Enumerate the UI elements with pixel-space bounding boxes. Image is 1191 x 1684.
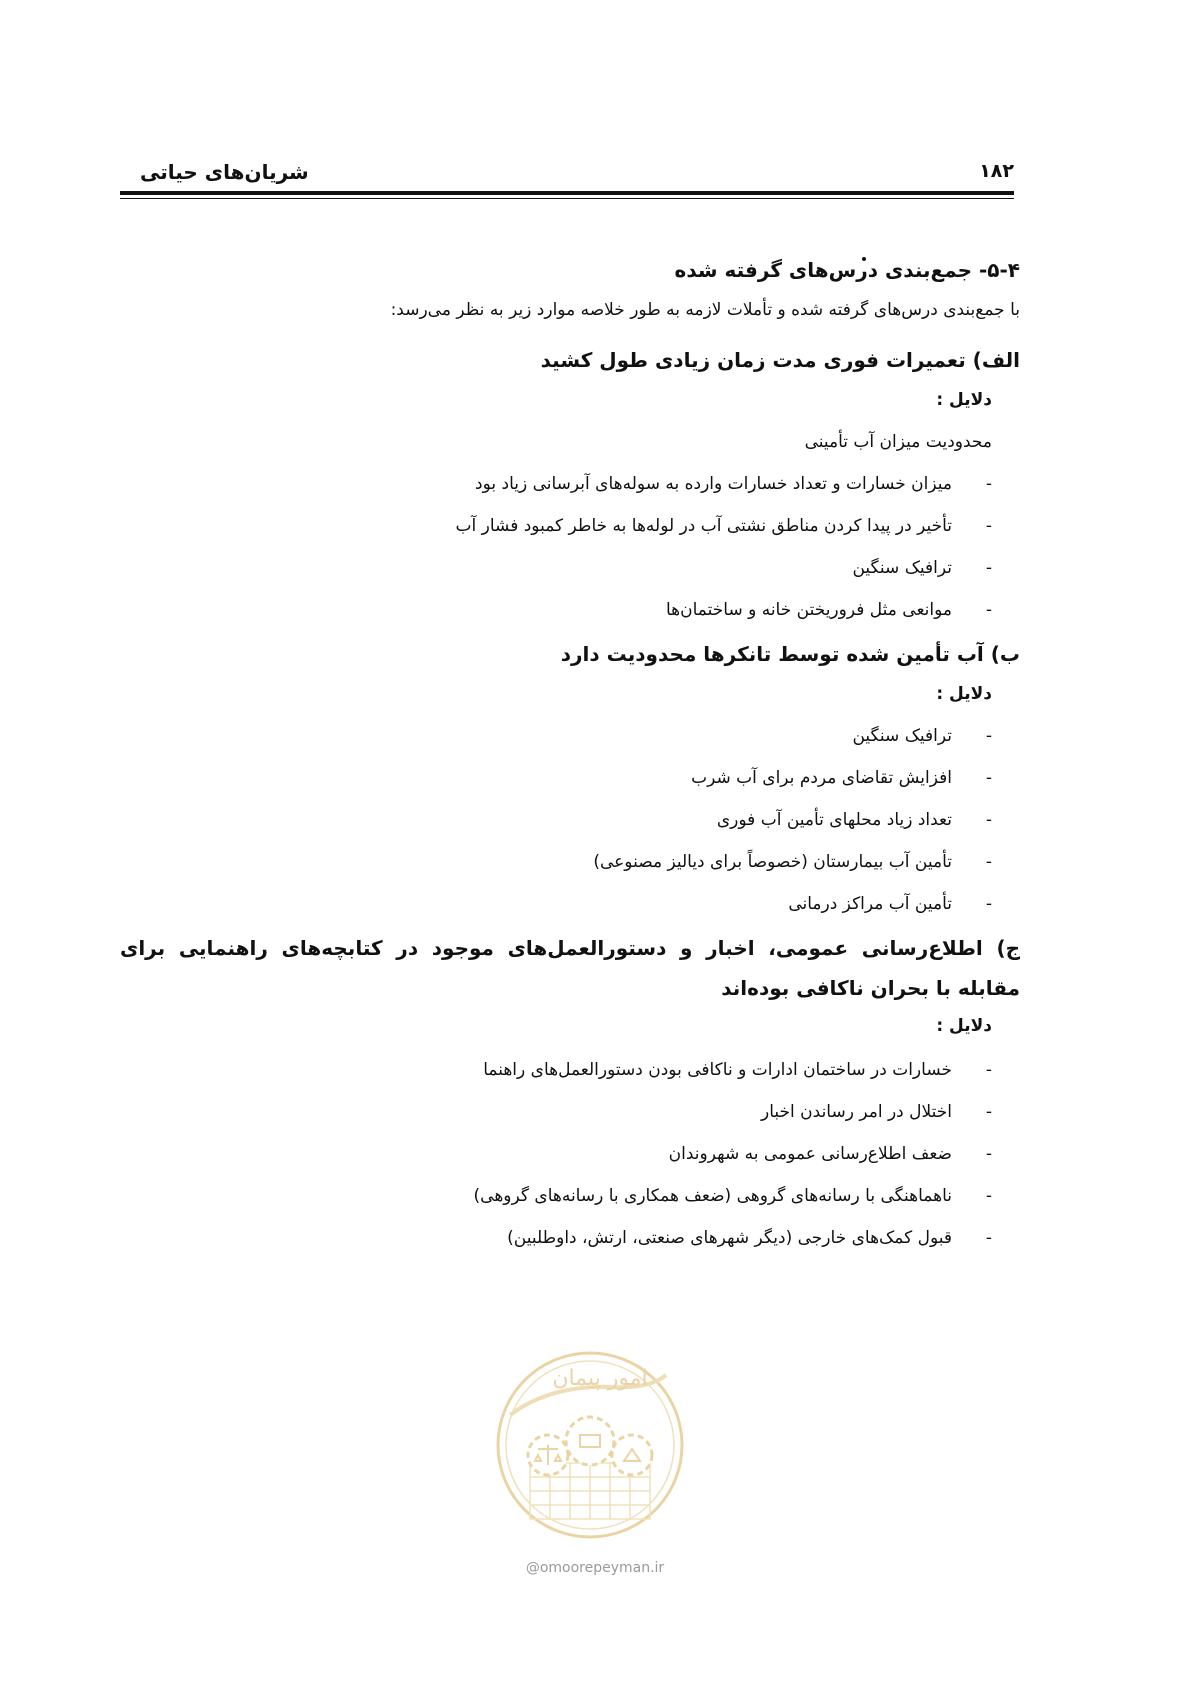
- list-item: [691, 768, 992, 788]
- list-item: [475, 474, 992, 494]
- bullet-dash: -: [985, 726, 992, 746]
- part-b-reasons-label: دلایل :: [936, 684, 992, 704]
- part-b-heading: ب) آب تأمین شده توسط تانکرها محدودیت دارد: [560, 642, 1020, 666]
- list-item-text: اختلال در امر رساندن اخبار: [761, 1102, 952, 1122]
- list-item: [483, 1060, 992, 1080]
- list-item: [666, 600, 992, 620]
- list-item: [474, 1186, 992, 1206]
- part-c-reasons-label: دلایل :: [936, 1016, 992, 1036]
- list-item: [507, 1228, 992, 1248]
- list-item: [593, 852, 992, 872]
- watermark-url: @omoorepeyman.ir: [525, 1560, 665, 1576]
- list-item-text: تأمین آب مراکز درمانی: [788, 894, 952, 914]
- bullet-dash: -: [985, 474, 992, 494]
- list-item: [456, 516, 992, 536]
- list-item: [852, 558, 992, 578]
- watermark-logo-text: امور پیمان: [552, 1366, 648, 1391]
- bullet-dash: -: [985, 1186, 992, 1206]
- list-item-text: موانعی مثل فروریختن خانه و ساختمان‌ها: [666, 600, 952, 620]
- list-item-text: ضعف اطلاع‌رسانی عمومی به شهروندان: [668, 1144, 952, 1164]
- bullet-dash: -: [985, 516, 992, 536]
- bullet-dash: -: [985, 1102, 992, 1122]
- bullet-dash: -: [985, 1228, 992, 1248]
- list-item: [852, 726, 992, 746]
- list-item-text: تأخیر در پیدا کردن مناطق نشتی آب در لوله‌ها به خاطر کمبود فشار آب: [455, 516, 952, 536]
- list-item-text: ناهماهنگی با رسانه‌های گروهی (ضعف همکاری با رسانه‌های گروهی): [473, 1186, 952, 1206]
- list-item-text: ترافیک سنگین: [852, 558, 952, 578]
- section-heading: ۵-۴- جمع‌بندی درس‌های گرفته شده: [674, 258, 1020, 282]
- part-a-plain-line: محدودیت میزان آب تأمینی: [804, 432, 992, 452]
- bullet-dash: -: [985, 894, 992, 914]
- bullet-dash: -: [985, 768, 992, 788]
- list-item: [788, 894, 992, 914]
- list-item-text: ترافیک سنگین: [852, 726, 952, 746]
- list-item: [717, 810, 992, 830]
- list-item: [761, 1102, 992, 1122]
- section-intro: با جمع‌بندی درس‌های گرفته شده و تأملات لازمه به طور خلاصه موارد زیر به نظر می‌رسد:: [390, 300, 1020, 320]
- bullet-dash: -: [985, 1060, 992, 1080]
- list-item-text: تعداد زیاد محلهای تأمین آب فوری: [716, 810, 952, 830]
- bullet-dash: -: [985, 852, 992, 872]
- list-item-text: خسارات در ساختمان ادارات و ناکافی بودن دستورالعمل‌های راهنما: [483, 1060, 952, 1080]
- list-item: [669, 1144, 992, 1164]
- running-header: [120, 160, 1014, 190]
- bullet-dash: -: [985, 810, 992, 830]
- header-rule-thin: [120, 198, 1014, 199]
- bullet-dash: -: [985, 1144, 992, 1164]
- part-a-reasons-label: دلایل :: [936, 390, 992, 410]
- list-item-text: میزان خسارات و تعداد خسارات وارده به سوله‌های آبرسانی زیاد بود: [475, 474, 952, 494]
- bullet-dash: -: [985, 558, 992, 578]
- list-item-text: تأمین آب بیمارستان (خصوصاً برای دیالیز مصنوعی): [593, 852, 952, 872]
- part-c-heading: ج) اطلاع‌رسانی عمومی، اخبار و دستورالعمل‌های موجود در کتابچه‌های راهنمایی برای مقابله با بحران ناکافی بوده‌اند: [120, 936, 1020, 1000]
- watermark-logo: [490, 1345, 690, 1545]
- running-title: شریان‌های حیاتی: [140, 160, 309, 184]
- page-number: ۱۸۲: [979, 160, 1014, 182]
- header-rule-thick: [120, 191, 1014, 195]
- part-a-heading: الف) تعمیرات فوری مدت زمان زیادی طول کشید: [540, 348, 1020, 372]
- bullet-dash: -: [985, 600, 992, 620]
- list-item-text: قبول کمک‌های خارجی (دیگر شهرهای صنعتی، ارتش، داوطلبین): [507, 1228, 952, 1248]
- list-item-text: افزایش تقاضای مردم برای آب شرب: [691, 768, 952, 788]
